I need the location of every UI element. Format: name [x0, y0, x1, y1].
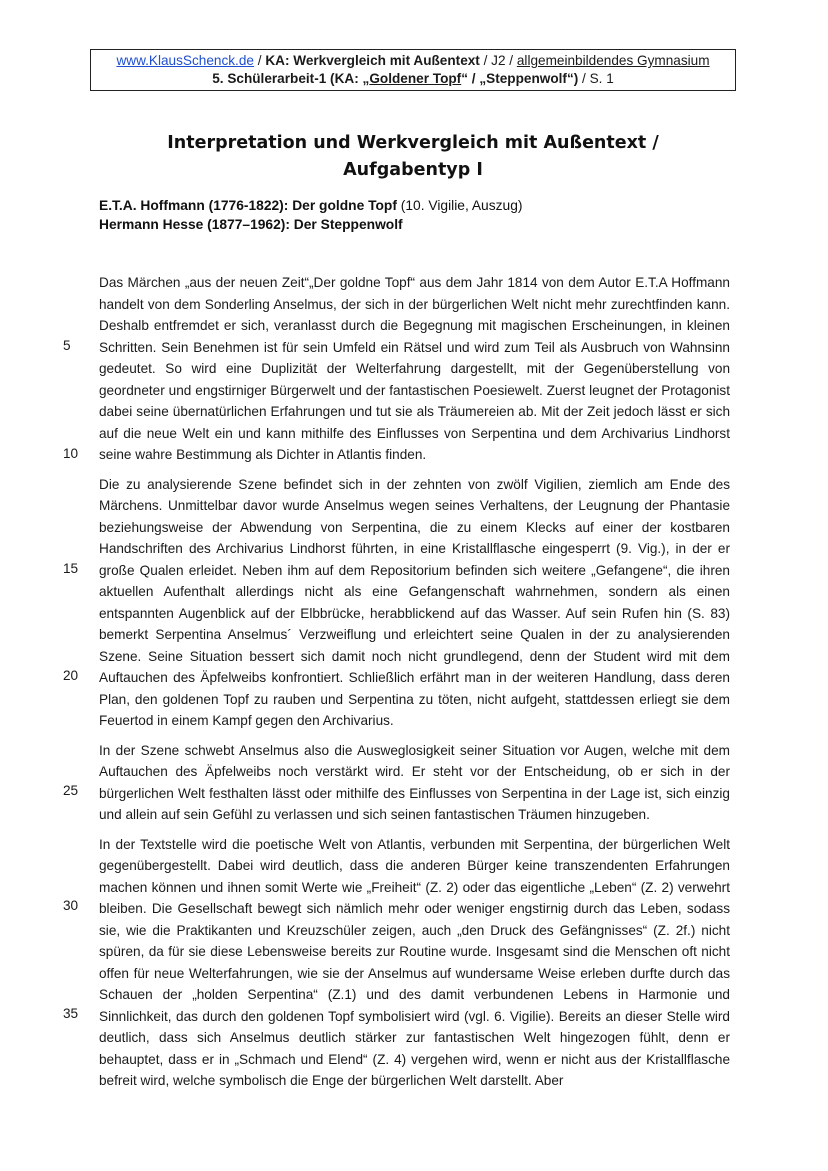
- paragraph-3: In der Szene schwebt Anselmus also die Ausweglosigkeit seiner Situation vor Augen, welche mit dem Auftauchen des Äpfelweibs noch verstärkt wird. Er steht vor der Entscheidung, ob er sich in der bürgerlichen Welt festhalten lässt oder mithilfe des Einflusses von Serpentina in der Lage ist, sich einzig und allein auf sein Gefühl zu verlassen und sich seinen fantastischen Träumen hinzugeben.: [99, 742, 730, 822]
- topf-link[interactable]: Goldener Topf: [369, 71, 462, 86]
- source-detail: (10. Vigilie, Auszug): [396, 198, 523, 213]
- line-number: 20: [63, 668, 79, 683]
- source-hesse: [99, 217, 403, 232]
- exam-title: KA: Werkvergleich mit Außentext: [265, 53, 480, 68]
- header-line-1: [91, 52, 735, 70]
- paragraph-1: Das Märchen „aus der neuen Zeit“„Der goldne Topf“ aus dem Jahr 1814 von dem Autor E.T.A Hoffmann handelt von dem Sonderling Anselmus, der sich in der bürgerlichen Welt nicht mehr zurechtfinden kann. Deshalb entfremdet er sich, veranlasst durch die Begegnung mit magischen Erscheinungen, in kleinen Schritten. Sein Benehmen ist für sein Umfeld ein Rätsel und wird zum Teil als Ausbruch von Wahnsinn gedeutet. So wird eine Duplizität der Welterfahrung dargestellt, mit der Gegenüberstellung von geordneter und engstirniger Bürgerwelt und der fantastischen Poesiewelt. Zuerst leugnet der Protagonist dabei seine übernatürlichen Erfahrungen und tut sie als Träumereien ab. Mit der Zeit jedoch lässt er sich auf die neue Welt ein und kann mithilfe des Einflusses von Serpentina und dem Archivarius Lindhorst seine wahre Bestimmung als Dichter in Atlantis finden.: [99, 275, 730, 462]
- source-hoffmann: [99, 198, 522, 213]
- line-number: 25: [63, 783, 79, 798]
- page-title-line-1: Interpretation und Werkvergleich mit Außentext /: [167, 133, 659, 153]
- header-line2-suffix: “ / „Steppenwolf“): [461, 71, 579, 86]
- paragraph-4: In der Textstelle wird die poetische Welt von Atlantis, verbunden mit Serpentina, der bürgerlichen Welt gegenübergestellt. Dabei wird deutlich, dass die anderen Bürger keine transzendenten Erfahrungen machen können und ihnen somit Werte wie „Freiheit“ (Z. 2) oder das eigentliche „Leben“ (Z. 2) verwehrt bleiben. Die Gesellschaft bewegt sich nämlich mehr oder weniger engstirnig durch das Leben, sodass sie, wie die Praktikanten und Kreuzschüler zeigen, auch „den Druck des Gefängnisses“ (Z. 2f.) nicht spüren, da für sie diese Lebensweise bereits zur Routine wurde. Insgesamt sind die Menschen oft nicht offen für neue Welterfahrungen, wie sie der Anselmus auf wundersame Weise erleben durfte durch das Schauen der „holden Serpentina“ (Z.1) und des damit verbundenen Lebens in Harmonie und Sinnlichkeit, das durch den goldenen Topf symbolisiert wird (vgl. 6. Vigilie). Bereits an dieser Stelle wird deutlich, dass sich Anselmus deutlich stärker zur fantastischen Welt hingezogen fühlt, denn er behauptet, dass er in „Schmach und Elend“ (Z. 4) vergehen wird, wenn er nicht aus der Kristallflasche befreit wird, welche symbolisch die Enge der bürgerlichen Welt darstellt. Aber: [99, 836, 730, 1088]
- header-line-2: [91, 70, 735, 88]
- essay-body: [99, 272, 730, 1092]
- source-author-work: E.T.A. Hoffmann (1776-1822): Der goldne Topf: [99, 198, 397, 213]
- site-link[interactable]: www.KlausSchenck.de: [116, 53, 254, 68]
- header-line2-prefix: 5. Schülerarbeit-1 (KA: „: [212, 71, 370, 86]
- paragraph-2: Die zu analysierende Szene befindet sich in der zehnten von zwölf Vigilien, ziemlich am Ende des Märchens. Unmittelbar davor wurde Anselmus wegen seines Verhaltens, der Leugnung der Phantasie beziehungsweise der Abwendung von Serpentina, die zu einem Klecks auf einer der kostbaren Handschriften des Archivarius Lindhorst führten, in eine Kristallflasche eingesperrt (9. Vig.), in der er große Qualen erleidet. Neben ihm auf dem Repositorium befinden sich weitere „Gefangene“, die ihren aktuellen Aufenthalt allerdings nicht als eine Gefangenschaft wahrnehmen, sondern als einen entspannten Augenblick auf der Elbbrücke, herabblickend auf das Wasser. Auf sein Rufen hin (S. 83) bemerkt Serpentina Anselmus´ Verzweiflung und erleichtert seine Qualen in der zu analysierenden Szene. Seine Situation bessert sich damit noch nicht grundlegend, denn der Student wird mit dem Auftauchen des Äpfelweibs konfrontiert. Schließlich erfährt man in der weiteren Handlung, dass deren Plan, den goldenen Topf zu rauben und Serpentina zu töten, nicht aufgeht, stattdessen erliegt sie dem Feuertod in einem Kampf gegen den Archivarius.: [99, 476, 730, 728]
- school-link[interactable]: allgemeinbildendes Gymnasium: [516, 53, 710, 68]
- line-number: 35: [63, 1006, 79, 1021]
- source-author-work: Hermann Hesse (1877–1962): Der Steppenwolf: [99, 217, 403, 232]
- line-number: 15: [63, 561, 79, 576]
- page-title-line-2: Aufgabentyp I: [343, 160, 483, 180]
- page-indicator: / S. 1: [578, 71, 614, 86]
- header-separator: /: [253, 53, 266, 68]
- line-number: 5: [63, 338, 71, 353]
- line-number: 30: [63, 898, 79, 913]
- line-number: 10: [63, 446, 79, 461]
- document-header: [90, 49, 736, 91]
- header-separator: / J2 /: [479, 53, 517, 68]
